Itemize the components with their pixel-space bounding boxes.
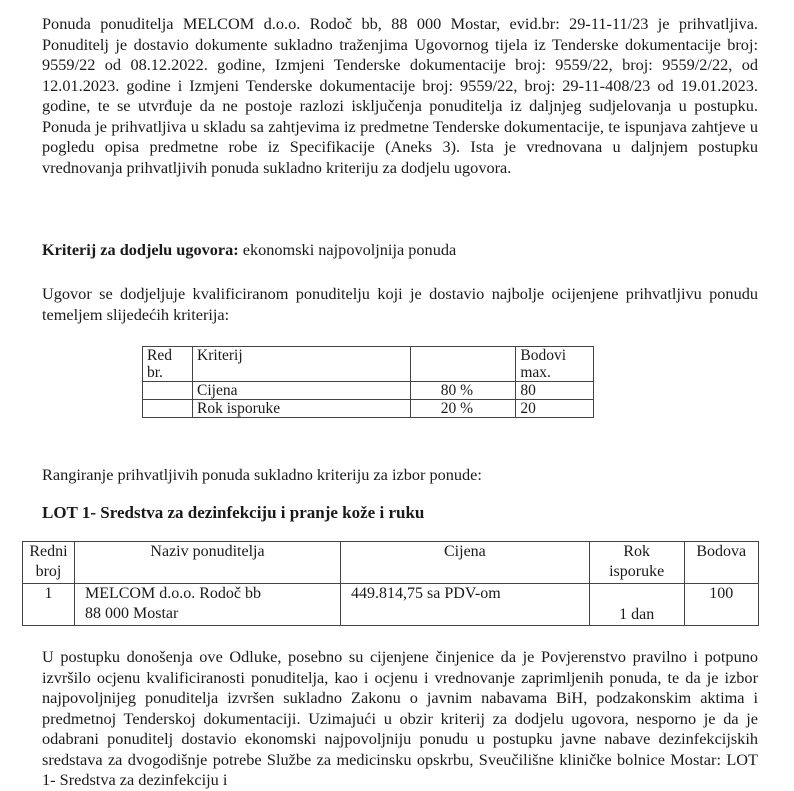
cell-weight: 20 % [410,400,516,418]
ranking-intro: Rangiranje prihvatljivih ponuda sukladno kriteriju za izbor ponude: [42,465,482,484]
table-row [143,400,594,418]
cell-criterion: Rok isporuke [193,400,411,418]
header-kriterij: Kriterij [193,347,411,382]
header-red-br: Red br. [143,347,193,382]
award-criterion-label: Kriterij za dodjelu ugovora: [42,240,239,259]
header-rok-isporuke: Rok isporuke [589,542,684,584]
cell-price: 449.814,75 sa PDV-om [341,584,590,626]
header-weight [410,347,516,382]
table-row [23,584,759,626]
header-cijena: Cijena [341,542,590,584]
award-criterion-value: ekonomski najpovoljnija ponuda [238,240,457,259]
cell-weight: 80 % [410,382,516,400]
header-bodovi-max: Bodovi max. [516,347,594,382]
cell-points: 100 [684,584,758,626]
award-paragraph: Ugovor se dodjeljuje kvalificiranom ponuditelju koji je dostavio najbolje ocijenjene prihvatljivu ponudu temeljem slijedećih kriterija: [42,284,758,324]
cell-no [143,400,193,418]
closing-paragraph: U postupku donošenja ove Odluke, posebno su cijenjene činjenice da je Povjerenstvo pravilno i potpuno izvršilo ocjenu kvalificiranosti ponuditelja, kao i ocjenu i vrednovanje zaprimljenih ponuda, te da je izbor najpovoljnijeg ponuditelja izvršen sukladno Zakonu o javnim nabavama BiH, podzakonskim aktima i predmetnoj Tenderskoj dokumentaciji. Uzimajući u obzir kriterij za dodjelu ugovora, nesporno je da je odabrani ponuditelj dostavio ekonomski najpovoljniju ponudu u postupku javne nabave dezinfekcijskih sredstava za dvogodišnje potrebe Službe za medicinsku opskrbu, Sveučilišne kliničke bolnice Mostar: LOT 1- Sredstva za dezinfekciju i [42,647,758,789]
cell-bidder: MELCOM d.o.o. Rodoč bb 88 000 Mostar [74,584,340,626]
header-redni-broj: Redni broj [23,542,75,584]
award-criterion [42,240,758,261]
cell-rank: 1 [23,584,75,626]
criteria-table [142,346,594,418]
cell-delivery: 1 dan [589,584,684,626]
cell-criterion: Cijena [193,382,411,400]
table-row [143,382,594,400]
cell-max-points: 20 [516,400,594,418]
header-bodova: Bodova [684,542,758,584]
lot-title: LOT 1- Sredstva za dezinfekciju i pranje kože i ruku [42,503,425,522]
cell-no [143,382,193,400]
lot-ranking-table [22,541,759,626]
lot-table-header [23,542,759,584]
header-naziv-ponuditelja: Naziv ponuditelja [74,542,340,584]
intro-paragraph: Ponuda ponuditelja MELCOM d.o.o. Rodoč bb, 88 000 Mostar, evid.br: 29-11-11/23 je prihvatljiva. Ponuditelj je dostavio dokumente sukladno traženjima Ugovornog tijela iz Tenderske dokumentacije broj: 9559/22 od 08.12.2022. godine, Izmjeni Tenderske dokumentacije broj: 9559/22, broj: 9559/2/22, od 12.01.2023. godine i Izmjeni Tenderske dokumentacije broj: 9559/22, broj: 29-11-408/23 od 19.01.2023. godine, te se utvrđuje da ne postoje razlozi isključenja ponuditelja iz daljnjeg sudjelovanja u postupku. Ponuda je prihvatljiva u skladu sa zahtjevima iz predmetne Tenderske dokumentacije, te ispunjava zahtjeve u pogledu opisa predmetne robe iz Specifikacije (Aneks 3). Ista je vrednovana u daljnjem postupku vrednovanja prihvatljivih ponuda sukladno kriteriju za dodjelu ugovora. [42,14,758,177]
cell-max-points: 80 [516,382,594,400]
criteria-table-header [143,347,594,382]
